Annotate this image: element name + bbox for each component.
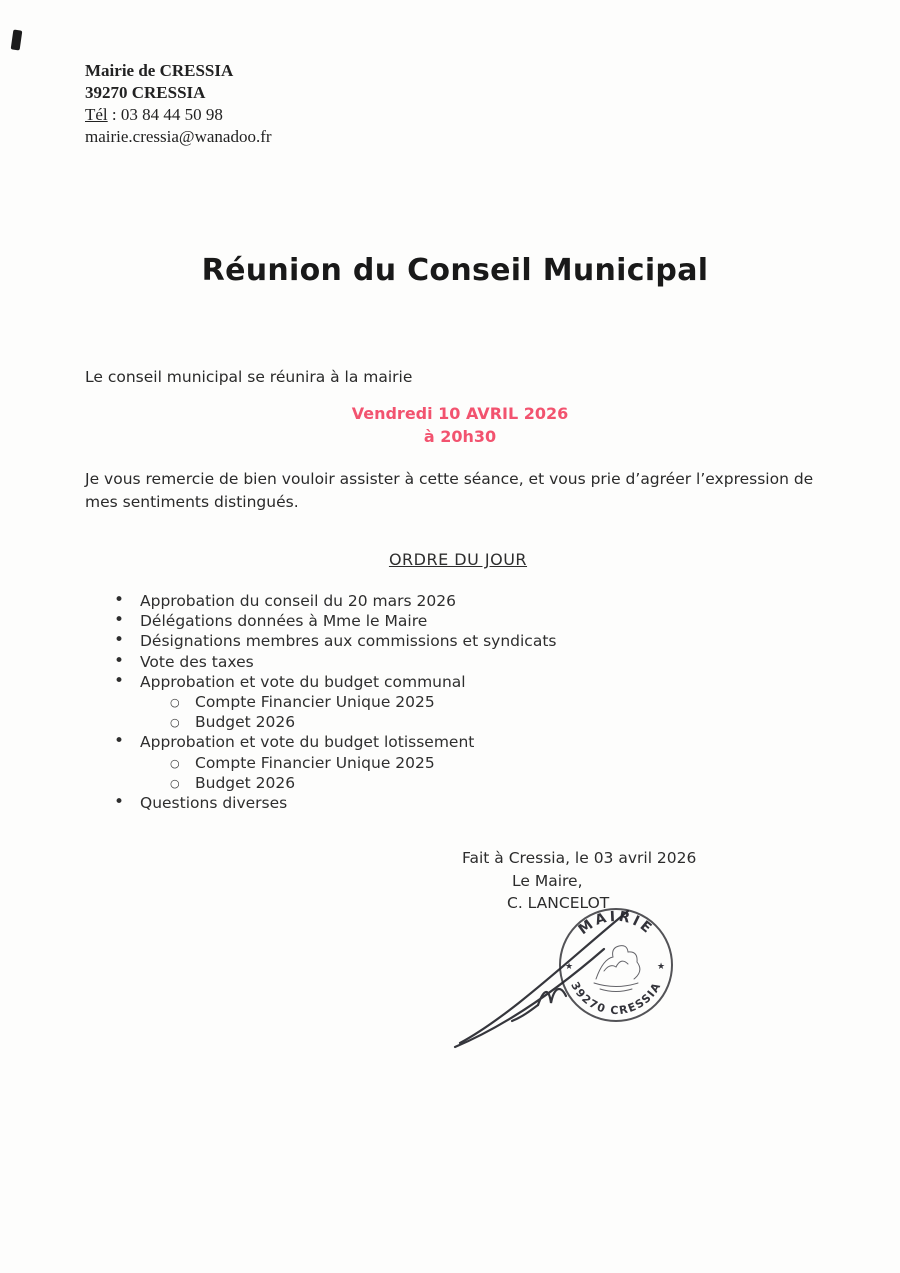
meeting-time: à 20h30 <box>423 427 497 446</box>
letterhead-org: Mairie de CRESSIA <box>85 61 234 80</box>
agenda-subitem-label: Budget 2026 <box>195 773 296 792</box>
stamp-top-text: MAIRIE <box>575 908 657 939</box>
bullet-icon: • <box>114 590 125 610</box>
letterhead-city: 39270 CRESSIA <box>85 83 206 102</box>
letterhead <box>85 60 272 148</box>
agenda-subitem-label: Compte Financier Unique 2025 <box>195 693 435 712</box>
agenda-item <box>85 591 725 611</box>
bullet-icon: • <box>114 610 125 631</box>
scan-artifact <box>11 29 23 50</box>
bullet-icon: • <box>114 630 125 651</box>
page-title: Réunion du Conseil Municipal <box>201 253 709 288</box>
mayor-signature <box>452 893 682 1053</box>
meeting-datetime <box>20 402 900 448</box>
agenda-item <box>85 611 725 631</box>
letterhead-phone <box>85 104 272 126</box>
agenda-item-label: Approbation et vote du budget lotissement <box>140 733 475 752</box>
agenda-subitem-label: Compte Financier Unique 2025 <box>195 753 435 772</box>
sub-bullet-icon: ○ <box>170 696 180 710</box>
stamp-bottom-text: 39270 CRESSIA <box>568 979 664 1018</box>
agenda-item <box>85 732 725 752</box>
agenda-subitem <box>85 753 725 773</box>
agenda-item <box>85 793 725 813</box>
closing-place-date: Fait à Cressia, le 03 avril 2026 <box>462 849 697 867</box>
phone-label: Tél <box>85 105 108 124</box>
agenda-item <box>85 652 725 672</box>
agenda-subitem <box>85 692 725 712</box>
agenda-subitem-label: Budget 2026 <box>195 713 296 732</box>
agenda-heading: ORDRE DU JOUR <box>388 550 528 569</box>
bullet-icon: • <box>114 650 125 671</box>
letterhead-email: mairie.cressia@wanadoo.fr <box>85 127 272 146</box>
agenda-item-label: Approbation du conseil du 20 mars 2026 <box>140 592 456 610</box>
closing-role: Le Maire, <box>512 871 583 890</box>
sub-bullet-icon: ○ <box>170 716 180 730</box>
agenda-item-label: Désignations membres aux commissions et syndicats <box>140 632 557 651</box>
agenda-list <box>85 591 725 813</box>
closing-name: C. LANCELOT <box>507 894 610 912</box>
bullet-icon: • <box>114 670 125 691</box>
sub-bullet-icon: ○ <box>170 756 180 770</box>
agenda-item-label: Approbation et vote du budget communal <box>140 672 466 691</box>
agenda-item-label: Délégations données à Mme le Maire <box>140 612 428 631</box>
agenda-subitem <box>85 712 725 732</box>
agenda-item-label: Questions diverses <box>140 794 288 813</box>
agenda-item-label: Vote des taxes <box>140 652 254 671</box>
agenda-subitem <box>85 773 725 793</box>
agenda-item <box>85 672 725 692</box>
agenda-item <box>85 631 725 651</box>
phone-number: : 03 84 44 50 98 <box>107 105 223 124</box>
bullet-icon: • <box>114 792 125 813</box>
stamp-star-right-icon: ★ <box>657 962 666 972</box>
intro-line: Le conseil municipal se réunira à la mairie <box>85 368 413 386</box>
courtesy-paragraph: Je vous remercie de bien vouloir assister à cette séance, et vous prie d’agréer l’expression de mes sentiments distingués. <box>85 470 814 511</box>
stamp-star-left-icon: ★ <box>565 962 574 972</box>
meeting-date: Vendredi 10 AVRIL 2026 <box>351 404 569 423</box>
sub-bullet-icon: ○ <box>170 776 180 790</box>
bullet-icon: • <box>114 731 125 752</box>
